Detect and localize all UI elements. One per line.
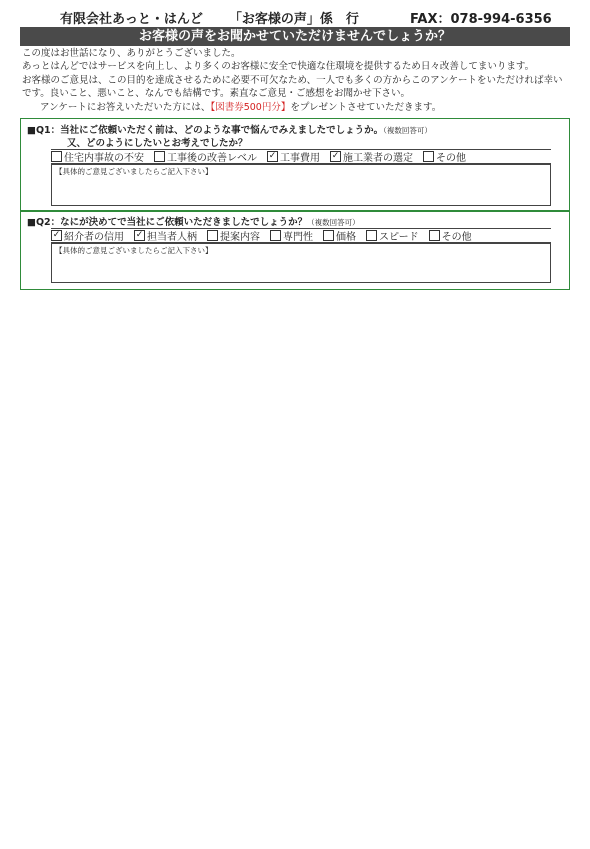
q1-options — [51, 149, 551, 164]
q2-option[interactable] — [207, 228, 260, 243]
company-name: 有限会社あっと・はんど — [60, 11, 203, 27]
q1-comment-box[interactable] — [51, 164, 551, 206]
q1-option[interactable] — [423, 149, 466, 164]
intro-text — [22, 47, 570, 114]
checkbox[interactable] — [423, 151, 434, 162]
q2-note: （複数回答可） — [307, 218, 360, 227]
present-line — [22, 101, 570, 114]
checkbox[interactable] — [207, 230, 218, 241]
option-label: 専門性 — [283, 232, 313, 243]
q2-title-text: ■Q2：なにが決めてで当社にご依頼いただきましたでしょうか？ — [27, 217, 308, 228]
q2-section — [20, 210, 570, 290]
checkbox[interactable]: ✓ — [331, 151, 340, 161]
q1-title — [27, 122, 432, 136]
q2-option[interactable] — [134, 228, 197, 243]
comment-label: 【具体的ご意見ございましたらご記入下さい】 — [55, 167, 213, 176]
q2-options — [51, 228, 551, 243]
intro-line: この度はお世話になり、ありがとうございました。 — [22, 48, 241, 59]
checkbox[interactable]: ✓ — [52, 230, 61, 240]
header — [0, 6, 590, 28]
option-label: 提案内容 — [220, 232, 260, 243]
q2-option[interactable] — [51, 228, 124, 243]
option-label: その他 — [436, 153, 466, 164]
q1-option[interactable] — [154, 149, 257, 164]
q1-option[interactable] — [51, 149, 144, 164]
option-label: その他 — [441, 232, 472, 243]
intro-line: お客様のご意見は、この目的を達成させるために必要不可欠なため、一人でも多くの方からこのアンケートをいただければ幸いです。良いこと、悪いこと、なんでも結構です。素直なご意見・ご感想をお聞かせ下さい。 — [22, 74, 563, 100]
present-suffix: をプレゼントさせていただきます。 — [290, 101, 442, 113]
checkbox[interactable] — [51, 151, 62, 162]
checkbox[interactable] — [429, 230, 440, 241]
intro-line: あっとはんどではサービスを向上し、より多くのお客様に安全で快適な住環境を提供するため日々改善してまいります。 — [22, 61, 535, 73]
q1-option[interactable] — [330, 149, 413, 164]
checkbox[interactable]: ✓ — [268, 151, 277, 161]
q1-line2: 又、どのようにしたいとお考えでしたか？ — [67, 138, 248, 149]
option-label: スピード — [379, 232, 419, 243]
option-label: 施工業者の選定 — [343, 153, 413, 164]
checkbox[interactable] — [270, 230, 281, 241]
option-label: 価格 — [336, 232, 356, 243]
q2-option[interactable] — [323, 228, 356, 243]
survey-banner: お客様の声をお聞かせていただけませんでしょうか？ — [20, 27, 570, 46]
q1-option[interactable] — [267, 149, 320, 164]
q2-comment-box[interactable] — [51, 243, 551, 283]
voice-dept: 「お客様の声」係 行 — [228, 11, 359, 27]
checkbox[interactable] — [366, 230, 377, 241]
q1-title-text: ■Q1：当社にご依頼いただく前は、どのような事で悩んでみえましたでしょうか。 — [27, 125, 384, 136]
option-label: 紹介者の信用 — [64, 232, 124, 243]
checkbox[interactable] — [154, 151, 165, 162]
present-prefix: アンケートにお答えいただいた方には、 — [40, 101, 211, 113]
present-red: 【図書券500円分】 — [210, 101, 291, 113]
option-label: 工事費用 — [280, 153, 320, 164]
checkbox[interactable] — [323, 230, 334, 241]
q1-section — [20, 118, 570, 212]
q2-option[interactable] — [270, 228, 313, 243]
checkbox[interactable]: ✓ — [135, 230, 144, 240]
q2-option[interactable] — [366, 228, 419, 243]
fax-number: FAX：078-994-6356 — [410, 11, 552, 27]
option-label: 担当者人柄 — [147, 232, 197, 243]
option-label: 工事後の改善レベル — [167, 153, 257, 164]
q1-note: （複数回答可） — [383, 126, 432, 135]
option-label: 住宅内事故の不安 — [64, 153, 144, 164]
q2-option[interactable] — [429, 228, 472, 243]
q2-title — [27, 214, 360, 228]
comment-label: 【具体的ご意見ございましたらご記入下さい】 — [55, 246, 213, 255]
